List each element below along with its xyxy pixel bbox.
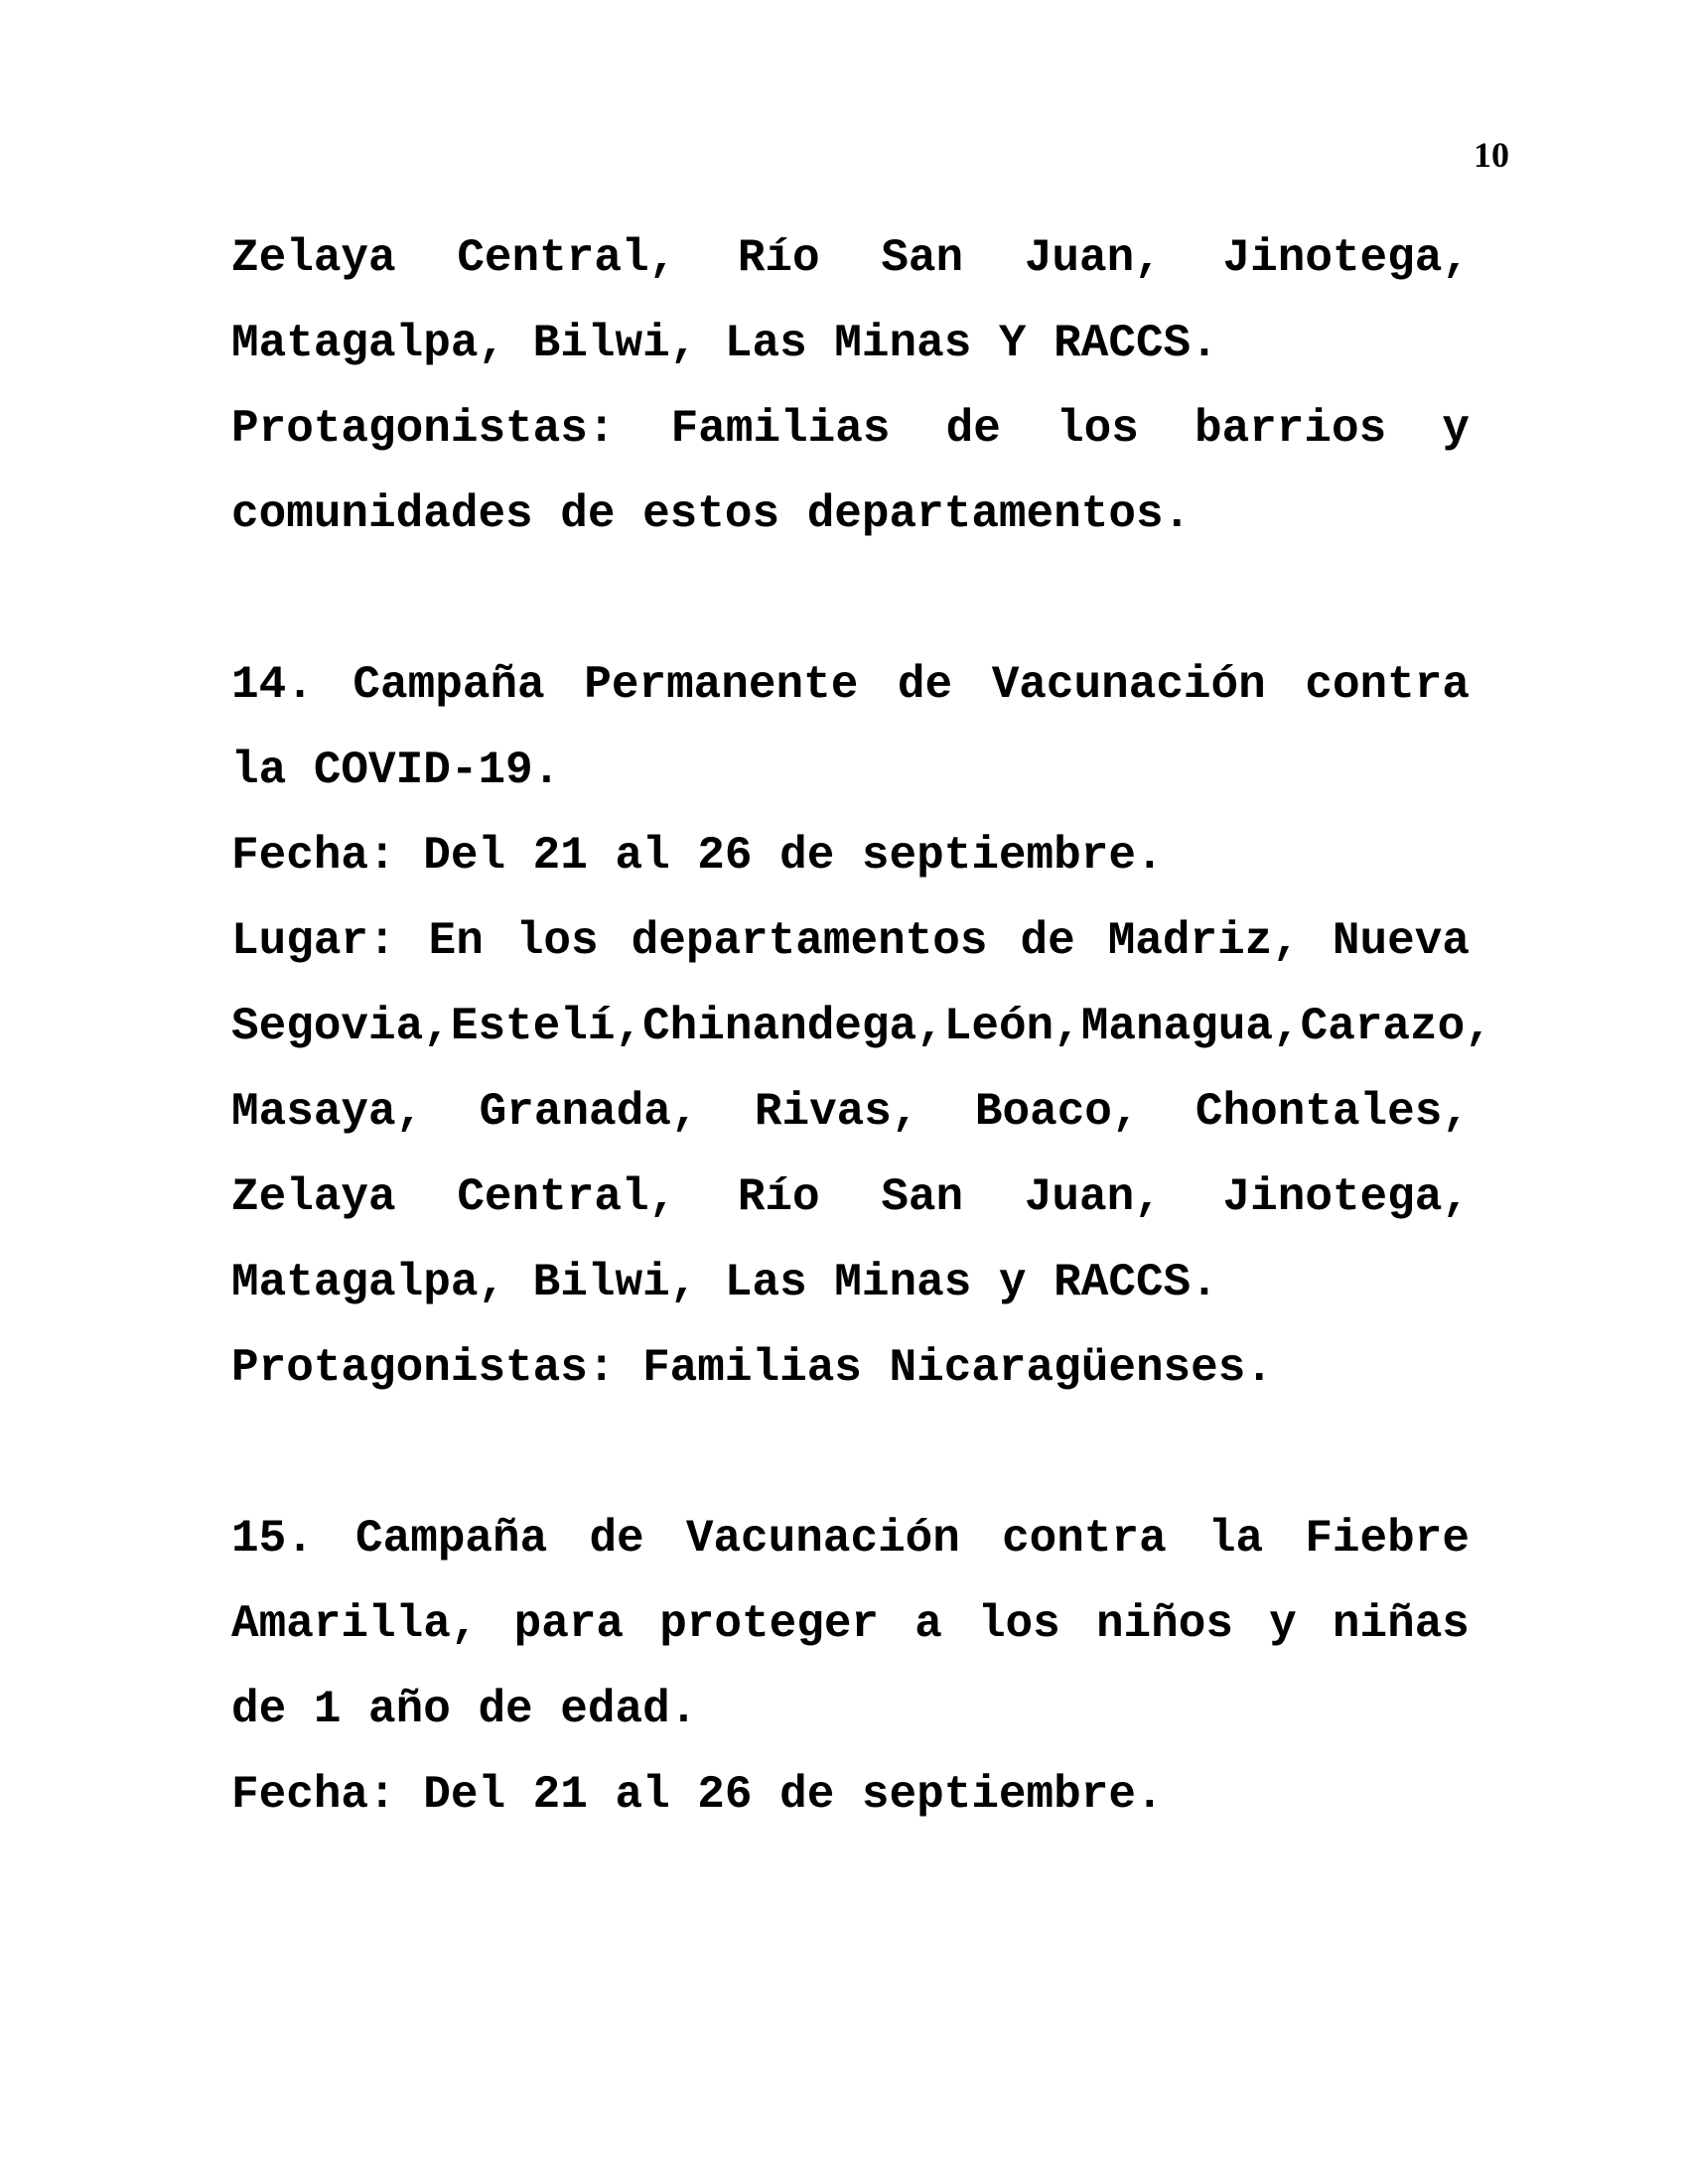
text-line [231, 231, 1470, 317]
text-line: comunidades de estos departamentos. [231, 488, 1192, 540]
word: Protagonistas: [231, 403, 616, 455]
word: contra [1305, 659, 1470, 711]
word: San [881, 1171, 964, 1223]
word: niñas [1332, 1598, 1470, 1650]
text-block [231, 231, 1470, 573]
text-line: Matagalpa, Bilwi, Las Minas Y RACCS. [231, 318, 1218, 369]
word: Permanente [584, 659, 859, 711]
word: En [428, 915, 484, 967]
text-line: la COVID-19. [231, 745, 561, 796]
text-line: Fecha: Del 21 al 26 de septiembre. [231, 1769, 1164, 1821]
text-line: Matagalpa, Bilwi, Las Minas y RACCS. [231, 1257, 1218, 1308]
word: a [914, 1598, 942, 1650]
text-line [231, 402, 1470, 487]
paragraph-gap [231, 573, 1470, 658]
word: Río [737, 232, 820, 284]
text-block [231, 1512, 1470, 1853]
word: Jinotega, [1222, 1171, 1470, 1223]
word: Central, [457, 232, 677, 284]
text-line: Protagonistas: Familias Nicaragüenses. [231, 1342, 1273, 1394]
word: los [1056, 403, 1139, 455]
word: León, [943, 1001, 1081, 1052]
word: y [1442, 403, 1470, 455]
word: de [1020, 915, 1075, 967]
word: los [515, 915, 599, 967]
word: Fiebre [1305, 1513, 1470, 1565]
word: de [589, 1513, 644, 1565]
word: Zelaya [231, 1171, 396, 1223]
word: Masaya, [231, 1086, 424, 1138]
word: Central, [457, 1171, 677, 1223]
word: Managua, [1080, 1001, 1301, 1052]
word: proteger [659, 1598, 880, 1650]
word: Vacunación [685, 1513, 960, 1565]
word: Nueva [1332, 915, 1470, 967]
word: Campaña [352, 659, 545, 711]
text-line [231, 1085, 1470, 1170]
word: 15. [231, 1513, 314, 1565]
word: Chinandega, [642, 1001, 944, 1052]
word: Zelaya [231, 232, 396, 284]
word: la [1207, 1513, 1264, 1565]
word: Río [737, 1171, 820, 1223]
word: contra [1002, 1513, 1167, 1565]
word: 14. [231, 659, 314, 711]
word: Madriz, [1107, 915, 1300, 967]
text-line [231, 1000, 1492, 1085]
word: y [1269, 1598, 1297, 1650]
word: Amarilla, [231, 1598, 479, 1650]
word: departamentos [631, 915, 988, 967]
word: para [513, 1598, 625, 1650]
word: Juan, [1024, 1171, 1162, 1223]
word: Estelí, [450, 1001, 643, 1052]
word: Jinotega, [1222, 232, 1470, 284]
word: de [897, 659, 953, 711]
word: Granada, [479, 1086, 699, 1138]
document-body [231, 231, 1492, 1853]
word: San [881, 232, 964, 284]
word: Lugar: [231, 915, 396, 967]
text-line [231, 1170, 1470, 1256]
text-line: de 1 año de edad. [231, 1684, 698, 1735]
paragraph-gap [231, 1427, 1470, 1512]
page-number: 10 [1474, 135, 1509, 175]
text-line [231, 914, 1470, 1000]
word: Campaña [355, 1513, 548, 1565]
word: niños [1095, 1598, 1233, 1650]
word: los [977, 1598, 1060, 1650]
text-line: Fecha: Del 21 al 26 de septiembre. [231, 830, 1164, 882]
word: Rivas, [754, 1086, 919, 1138]
text-line [231, 658, 1470, 744]
word: Chontales, [1195, 1086, 1470, 1138]
word: Carazo, [1300, 1001, 1492, 1052]
text-line [231, 1512, 1470, 1597]
word: Juan, [1024, 232, 1162, 284]
text-block [231, 658, 1492, 1427]
word: Segovia, [231, 1001, 451, 1052]
word: Boaco, [974, 1086, 1140, 1138]
text-line [231, 1597, 1470, 1683]
word: de [945, 403, 1001, 455]
word: barrios [1194, 403, 1387, 455]
word: Familias [670, 403, 891, 455]
word: Vacunación [991, 659, 1266, 711]
